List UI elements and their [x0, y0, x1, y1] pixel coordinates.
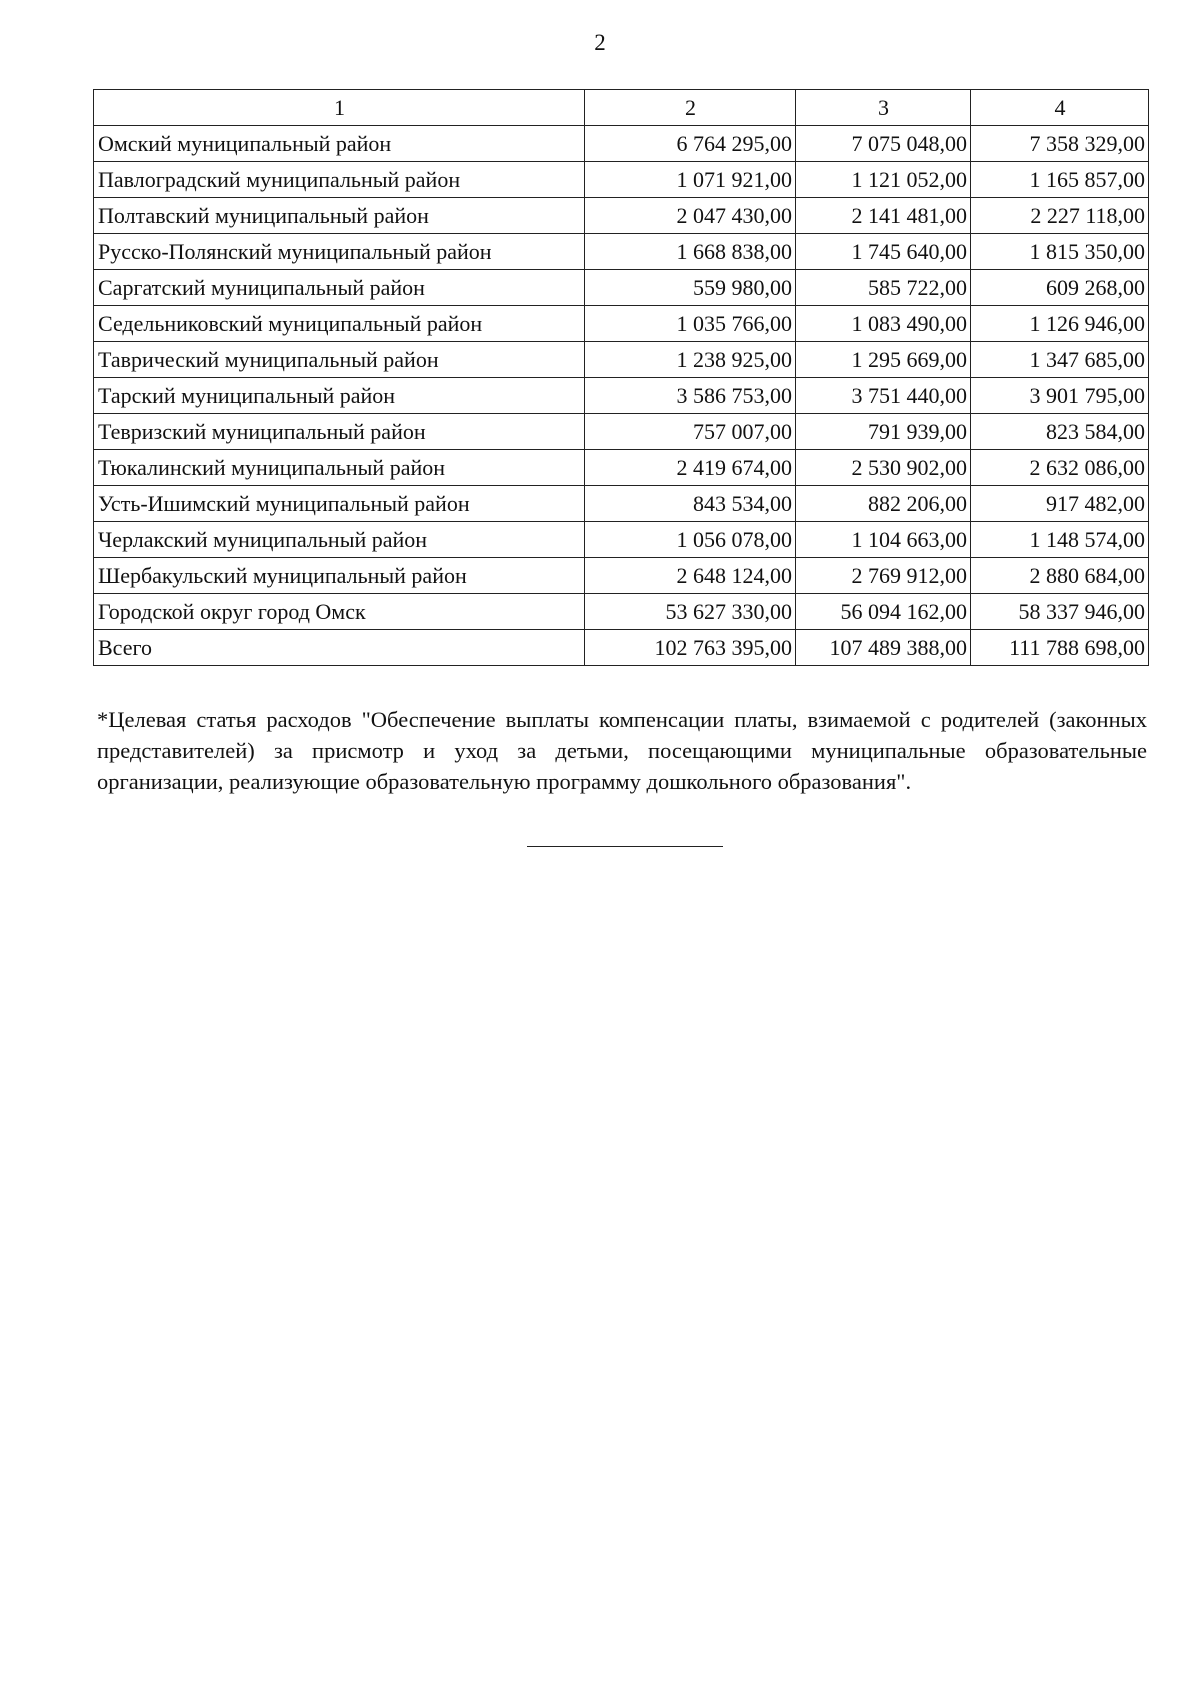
amount-col-4: 2 632 086,00 [971, 450, 1149, 486]
amount-col-4: 7 358 329,00 [971, 126, 1149, 162]
amount-col-2: 757 007,00 [585, 414, 796, 450]
column-header-4: 4 [971, 90, 1149, 126]
total-label: Всего [94, 630, 585, 666]
amount-col-2: 559 980,00 [585, 270, 796, 306]
column-header-1: 1 [94, 90, 585, 126]
district-name: Таврический муниципальный район [94, 342, 585, 378]
amount-col-2: 2 648 124,00 [585, 558, 796, 594]
district-name: Шербакульский муниципальный район [94, 558, 585, 594]
table-header-row [94, 90, 1149, 126]
district-name: Тюкалинский муниципальный район [94, 450, 585, 486]
amount-col-4: 1 126 946,00 [971, 306, 1149, 342]
amount-col-2: 1 056 078,00 [585, 522, 796, 558]
amount-col-4: 917 482,00 [971, 486, 1149, 522]
amount-col-2: 2 419 674,00 [585, 450, 796, 486]
district-name: Черлакский муниципальный район [94, 522, 585, 558]
table-total-row [94, 630, 1149, 666]
amount-col-4: 609 268,00 [971, 270, 1149, 306]
amount-col-3: 882 206,00 [796, 486, 971, 522]
amount-col-4: 2 880 684,00 [971, 558, 1149, 594]
amount-col-3: 1 104 663,00 [796, 522, 971, 558]
closing-rule [527, 846, 723, 847]
table-row [94, 558, 1149, 594]
amount-col-3: 1 121 052,00 [796, 162, 971, 198]
allocation-table [93, 89, 1149, 666]
amount-col-3: 56 094 162,00 [796, 594, 971, 630]
table-row [94, 306, 1149, 342]
amount-col-4: 3 901 795,00 [971, 378, 1149, 414]
amount-col-2: 1 071 921,00 [585, 162, 796, 198]
district-name: Усть-Ишимский муниципальный район [94, 486, 585, 522]
amount-col-2: 3 586 753,00 [585, 378, 796, 414]
table-row [94, 126, 1149, 162]
amount-col-4: 58 337 946,00 [971, 594, 1149, 630]
district-name: Тевризский муниципальный район [94, 414, 585, 450]
total-col-3: 107 489 388,00 [796, 630, 971, 666]
amount-col-2: 6 764 295,00 [585, 126, 796, 162]
amount-col-4: 1 148 574,00 [971, 522, 1149, 558]
district-name: Русско-Полянский муниципальный район [94, 234, 585, 270]
district-name: Павлоградский муниципальный район [94, 162, 585, 198]
amount-col-3: 2 530 902,00 [796, 450, 971, 486]
amount-col-3: 2 141 481,00 [796, 198, 971, 234]
table-row [94, 594, 1149, 630]
amount-col-3: 585 722,00 [796, 270, 971, 306]
amount-col-4: 1 347 685,00 [971, 342, 1149, 378]
footnote: *Целевая статья расходов "Обеспечение выплаты компенсации платы, взимаемой с родителей (законных представителей) за присмотр и уход за детьми, посещающими муниципальные образовательные организации, реализующие образовательную программу дошкольного образования". [97, 706, 1147, 794]
page-number: 2 [594, 30, 606, 55]
amount-col-4: 2 227 118,00 [971, 198, 1149, 234]
district-name: Саргатский муниципальный район [94, 270, 585, 306]
amount-col-3: 1 745 640,00 [796, 234, 971, 270]
amount-col-2: 1 668 838,00 [585, 234, 796, 270]
column-header-3: 3 [796, 90, 971, 126]
table-row [94, 234, 1149, 270]
amount-col-2: 1 238 925,00 [585, 342, 796, 378]
amount-col-4: 823 584,00 [971, 414, 1149, 450]
amount-col-4: 1 815 350,00 [971, 234, 1149, 270]
amount-col-2: 1 035 766,00 [585, 306, 796, 342]
amount-col-3: 3 751 440,00 [796, 378, 971, 414]
table-row [94, 486, 1149, 522]
amount-col-2: 843 534,00 [585, 486, 796, 522]
amount-col-2: 53 627 330,00 [585, 594, 796, 630]
table-row [94, 522, 1149, 558]
district-name: Городской округ город Омск [94, 594, 585, 630]
amount-col-2: 2 047 430,00 [585, 198, 796, 234]
amount-col-3: 1 083 490,00 [796, 306, 971, 342]
total-col-4: 111 788 698,00 [971, 630, 1149, 666]
table-row [94, 270, 1149, 306]
total-col-2: 102 763 395,00 [585, 630, 796, 666]
table-row [94, 414, 1149, 450]
district-name: Омский муниципальный район [94, 126, 585, 162]
amount-col-3: 791 939,00 [796, 414, 971, 450]
district-name: Тарский муниципальный район [94, 378, 585, 414]
table-row [94, 450, 1149, 486]
table-row [94, 342, 1149, 378]
table-row [94, 378, 1149, 414]
amount-col-4: 1 165 857,00 [971, 162, 1149, 198]
amount-col-3: 7 075 048,00 [796, 126, 971, 162]
district-name: Полтавский муниципальный район [94, 198, 585, 234]
column-header-2: 2 [585, 90, 796, 126]
amount-col-3: 1 295 669,00 [796, 342, 971, 378]
amount-col-3: 2 769 912,00 [796, 558, 971, 594]
table-row [94, 162, 1149, 198]
table-row [94, 198, 1149, 234]
district-name: Седельниковский муниципальный район [94, 306, 585, 342]
